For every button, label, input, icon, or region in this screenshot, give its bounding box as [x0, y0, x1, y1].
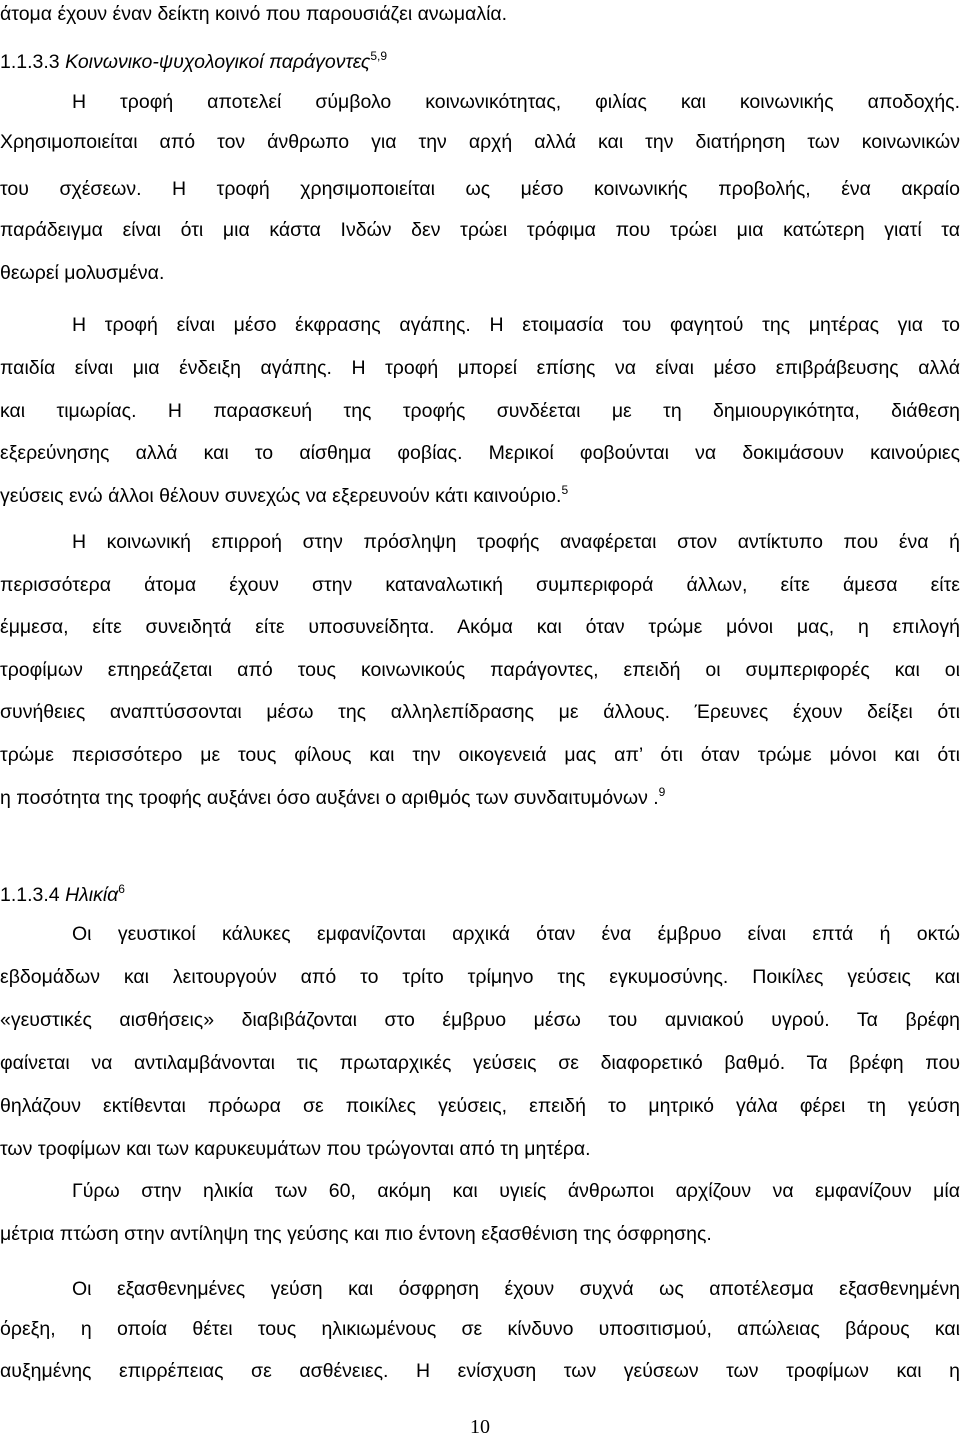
text-line: Χρησιμοποιείται από τον άνθρωπο για την αρχή αλλά και την διατήρηση των κοινωνικών — [0, 131, 960, 153]
text-line: φαίνεται να αντιλαμβάνονται τις πρωταρχικές γεύσεις σε διαφορετικό βαθμό. Τα βρέφη που — [0, 1052, 960, 1074]
reference-superscript: 6 — [118, 882, 125, 896]
section-title: Κοινωνικο-ψυχολογικοί παράγοντες — [65, 51, 371, 73]
page-number: 10 — [470, 1416, 490, 1438]
text-line: εξερεύνησης αλλά και το αίσθημα φοβίας. Μερικοί φοβούνται να δοκιμάσουν καινούριες — [0, 442, 960, 464]
reference-superscript: 5,9 — [370, 49, 387, 63]
text-line: μέτρια πτώση στην αντίληψη της γεύσης και πιο έντονη εξασθένιση της όσφρησης. — [0, 1223, 712, 1245]
section-number: 1.1.3.4 — [0, 884, 60, 906]
text-line: θηλάζουν εκτίθενται πρόωρα σε ποικίλες γεύσεις, επειδή το μητρικό γάλα φέρει τη γεύση — [0, 1095, 960, 1117]
text-line: γεύσεις ενώ άλλοι θέλουν συνεχώς να εξερευνούν κάτι καινούριο.$^5$ — [0, 483, 569, 507]
text-line: εβδομάδων και λειτουργούν από το τρίτο τρίμηνο της εγκυμοσύνης. Ποικίλες γεύσεις και — [0, 966, 960, 988]
text-line: Οι γευστικοί κάλυκες εμφανίζονται αρχικά όταν ένα έμβρυο είναι επτά ή οκτώ — [72, 923, 960, 945]
text-line: όρεξη, η οποία θέτει τους ηλικιωμένους σε κίνδυνο υποσιτισμού, απώλειας βάρους και — [0, 1318, 960, 1340]
text-line: και τιμωρίας. Η παρασκευή της τροφής συνδέεται με τη δημιουργικότητα, διάθεση — [0, 400, 960, 422]
text-line: των τροφίμων και των καρυκευμάτων που τρώγονται από τη μητέρα. — [0, 1138, 591, 1160]
text-line: έμμεσα, είτε συνειδητά είτε υποσυνείδητα. Ακόμα και όταν τρώμε μόνοι μας, η επιλογή — [0, 616, 960, 638]
text-line: τροφίμων επηρεάζεται από τους κοινωνικούς παράγοντες, επειδή οι συμπεριφορές και οι — [0, 659, 960, 681]
text-line: η ποσότητα της τροφής αυξάνει όσο αυξάνει ο αριθμός των συνδαιτυμόνων .$^9$ — [0, 785, 666, 809]
text-line: Οι εξασθενημένες γεύση και όσφρηση έχουν συχνά ως αποτέλεσμα εξασθενημένη — [72, 1278, 960, 1300]
text-line: θεωρεί μολυσμένα. — [0, 262, 165, 284]
text-line: παιδία είναι μια ένδειξη αγάπης. Η τροφή μπορεί επίσης να είναι μέσο επιβράβευσης αλλά — [0, 357, 960, 379]
text-line: Η τροφή είναι μέσο έκφρασης αγάπης. Η ετοιμασία του φαγητού της μητέρας για το — [72, 314, 960, 336]
text-line: περισσότερα άτομα έχουν στην καταναλωτική συμπεριφορά άλλων, είτε άμεσα είτε — [0, 574, 960, 596]
section-heading — [0, 50, 960, 74]
text-line: παράδειγμα είναι ότι μια κάστα Ινδών δεν τρώει τρόφιμα που τρώει μια κατώτερη γιατί τα — [0, 219, 960, 241]
section-title: Ηλικία — [65, 884, 119, 906]
section-number: 1.1.3.3 — [0, 51, 60, 73]
reference-superscript: 9 — [658, 785, 666, 799]
reference-superscript: 5 — [561, 483, 569, 497]
text-line: συνήθειες αναπτύσσονται μέσω της αλληλεπίδρασης με άλλους. Έρευνες έχουν δείξει ότι — [0, 701, 960, 723]
text-line: άτομα έχουν έναν δείκτη κοινό που παρουσιάζει ανωμαλία. — [0, 3, 508, 25]
text-line: Η τροφή αποτελεί σύμβολο κοινωνικότητας, φιλίας και κοινωνικής αποδοχής. — [72, 91, 960, 113]
text-line: αυξημένης επιρρέπειας σε ασθένειες. Η ενίσχυση των γεύσεων των τροφίμων και η — [0, 1360, 960, 1382]
text-line: τρώμε περισσότερο με τους φίλους και την οικογενειά μας απ’ ότι όταν τρώμε μόνοι και ότι — [0, 744, 960, 766]
text-line: «γευστικές αισθήσεις» διαβιβάζονται στο έμβρυο μέσω του αμνιακού υγρού. Τα βρέφη — [0, 1009, 960, 1031]
text-line: Γύρω στην ηλικία των 60, ακόμη και υγιείς άνθρωποι αρχίζουν να εμφανίζουν μία — [72, 1180, 960, 1202]
text-line: Η κοινωνική επιρροή στην πρόσληψη τροφής αναφέρεται στον αντίκτυπο που ένα ή — [72, 531, 960, 553]
text-line: του σχέσεων. Η τροφή χρησιμοποιείται ως μέσο κοινωνικής προβολής, ένα ακραίο — [0, 178, 960, 200]
section-heading — [0, 883, 960, 907]
